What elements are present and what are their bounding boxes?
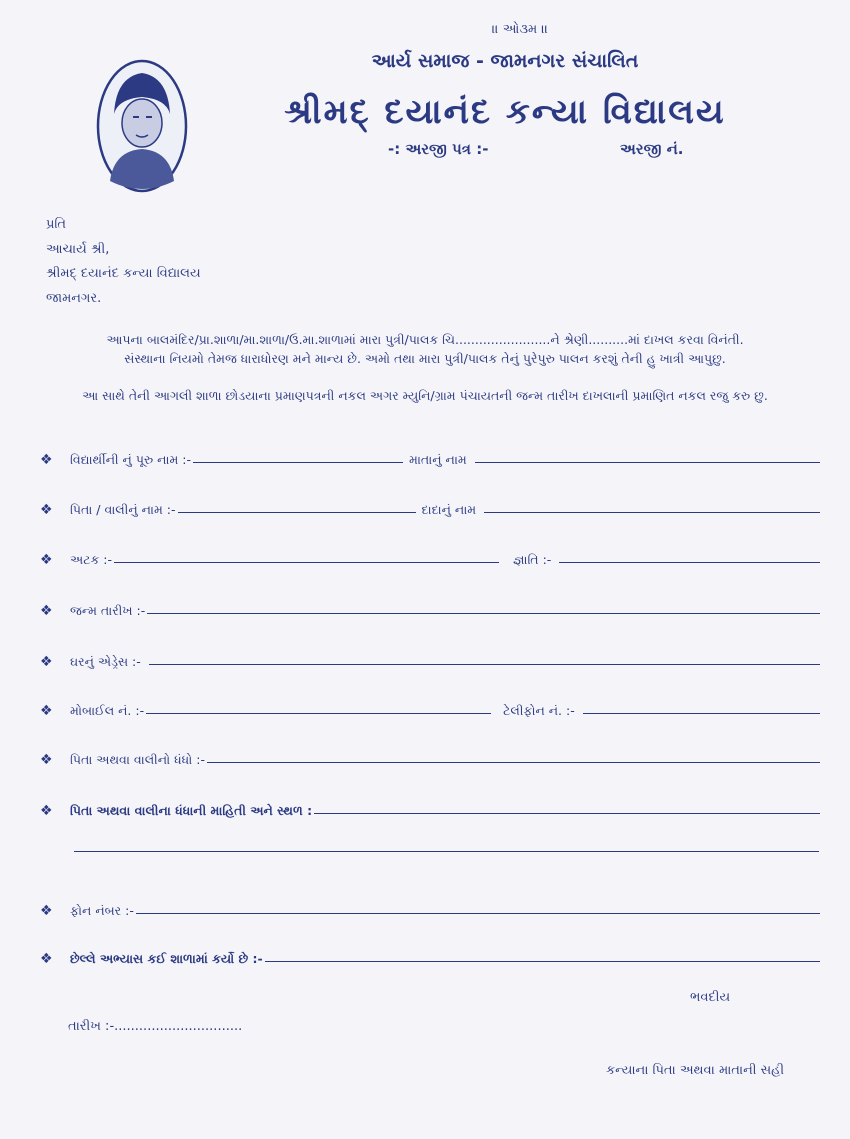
occupation-details-row [40, 797, 820, 819]
bullet-icon: ❖ [40, 903, 53, 919]
address-line-3: શ્રીમદ્‌ દયાનંદ કન્યા વિદ્યાલય [46, 266, 201, 281]
bullet-icon: ❖ [40, 452, 53, 468]
phone-number-label: ફોન નંબર :- [70, 903, 134, 918]
bullet-icon: ❖ [40, 654, 53, 670]
birth-date-input[interactable] [147, 613, 820, 614]
home-address-label: ઘરનું એડ્રેસ :- [70, 654, 141, 669]
surname-input[interactable] [114, 562, 499, 563]
occupation-row [40, 746, 820, 768]
last-school-input[interactable] [265, 961, 820, 962]
occupation-details-input-line-2[interactable] [74, 851, 819, 852]
home-address-input[interactable] [149, 664, 820, 665]
student-name-row [40, 446, 820, 468]
bullet-icon: ❖ [40, 603, 53, 619]
bullet-icon: ❖ [40, 803, 53, 819]
address-line-1: પ્રતિ [46, 217, 66, 232]
bullet-icon: ❖ [40, 752, 53, 768]
father-name-row [40, 496, 820, 518]
surname-label: અટક :- [70, 552, 112, 567]
mobile-label: મોબાઈલ નં. :- [70, 703, 145, 718]
occupation-details-label: પિતા અથવા વાલીના ધંધાની માહિતી અને સ્થળ : [70, 803, 313, 818]
grandfather-name-input[interactable] [484, 512, 820, 513]
mobile-row [40, 697, 820, 719]
phone-number-row [40, 897, 820, 919]
telephone-input[interactable] [583, 713, 820, 714]
father-name-label: પિતા / વાલીનું નામ :- [70, 502, 176, 517]
grandfather-name-label: દાદાનું નામ [421, 502, 477, 517]
form-title: -: અરજી પત્ર :- [388, 140, 489, 158]
mother-name-input[interactable] [475, 462, 820, 463]
last-school-row [40, 945, 820, 967]
attachment-paragraph: આ સાથે તેની આગલી શાળા છોડયાના પ્રમાણપત્રની નકલ અગર મ્યુનિ/ગ્રામ પંચાયતની જન્મ તારીખ દાખલાની પ્રમાણિત નકલ રજુ કરુ છુ. [82, 388, 768, 403]
last-school-label: છેલ્લે અભ્યાસ કઈ શાળામાં કર્યો છે :- [70, 951, 263, 966]
caste-label: જ્ઞાતિ :- [512, 552, 552, 567]
bullet-icon: ❖ [40, 502, 53, 518]
occupation-label: પિતા અથવા વાલીનો ધંધો :- [70, 752, 205, 767]
om-header: ॥ ઓ૩મ ॥ [491, 22, 549, 37]
bullet-icon: ❖ [40, 951, 53, 967]
occupation-input[interactable] [207, 762, 820, 763]
telephone-label: ટેલીફોન નં. :- [503, 703, 575, 718]
student-name-label: વિદ્યાર્થીની નું પૂરુ નામ :- [70, 452, 191, 467]
request-paragraph-line-2: સંસ્થાના નિયમો તેમજ ધારાધોરણ મને માન્ય છે. અમો તથા મારા પુત્રી/પાલક તેનું પુરેપુરુ પાલન કરશું તેની હુ ખાત્રી આપુછુ. [124, 351, 726, 366]
request-paragraph-line-1: આપના બાલમંદિર/પ્રા.શાળા/મા.શાળા/ઉ.મા.શાળામાં મારા પુત્રી/પાલક ચિ........................ને શ્રેણી..........માં દાખલ કરવા વિનંતી. [106, 332, 744, 347]
parent-signature-label: કન્યાના પિતા અથવા માતાની સહી [606, 1063, 785, 1078]
bullet-icon: ❖ [40, 552, 53, 568]
surname-row [40, 546, 820, 568]
bullet-icon: ❖ [40, 703, 53, 719]
address-line-4: જામનગર. [46, 291, 102, 306]
bhavdiya-text: ભવદીય [690, 990, 731, 1005]
birth-date-row [40, 597, 820, 619]
date-field[interactable]: તારીખ :-............................... [68, 1019, 243, 1034]
mobile-input[interactable] [146, 713, 491, 714]
father-name-input[interactable] [178, 512, 416, 513]
address-line-2: આચાર્ય શ્રી, [46, 242, 110, 257]
caste-input[interactable] [559, 562, 820, 563]
application-number: અરજી નં. [620, 140, 684, 158]
occupation-details-input[interactable] [314, 813, 820, 814]
birth-date-label: જન્મ તારીખ :- [70, 603, 146, 618]
mother-name-label: માતાનું નામ [409, 452, 467, 467]
samaj-subtitle: આર્ય સમાજ - જામનગર સંચાલિત [371, 50, 639, 72]
school-name: શ્રીમદ્‌ દયાનંદ કન્યા વિદ્યાલય [284, 92, 726, 132]
student-name-input[interactable] [193, 462, 403, 463]
home-address-row [40, 648, 820, 670]
phone-number-input[interactable] [136, 913, 820, 914]
